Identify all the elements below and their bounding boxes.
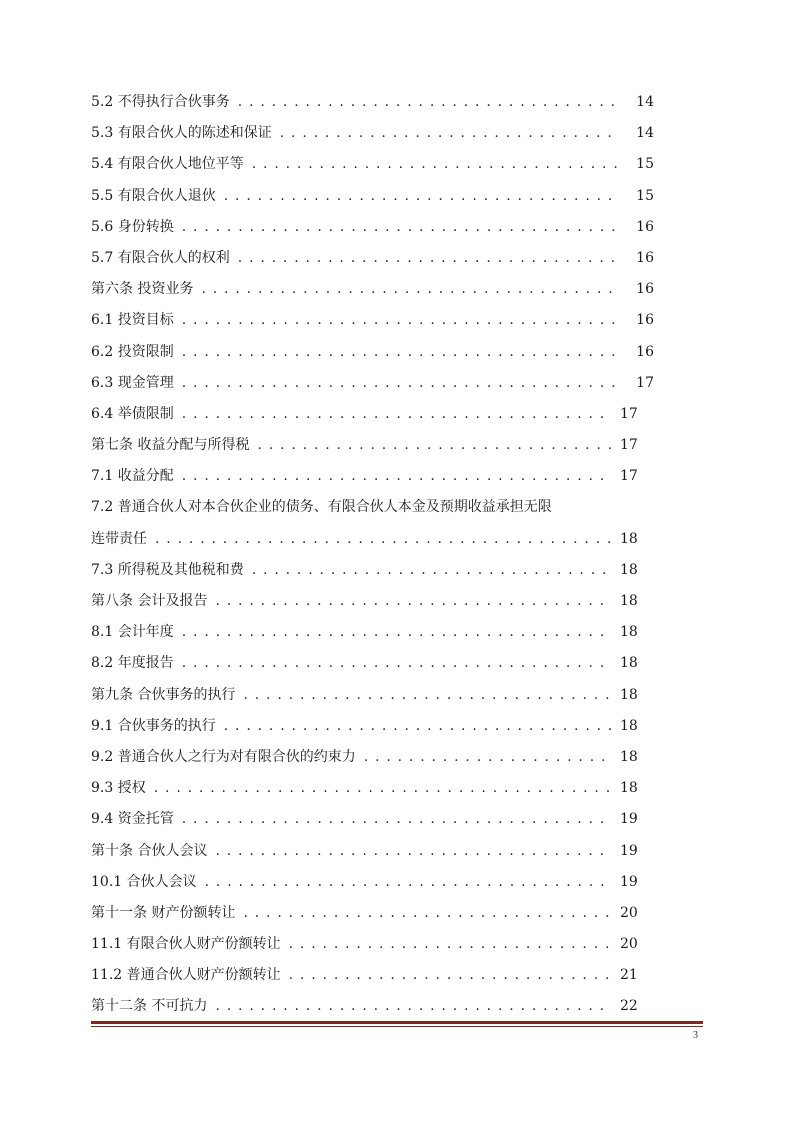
toc-entry-page: 20 — [620, 936, 638, 953]
toc-entry-title: 5.4 有限合伙人地位平等 — [91, 156, 244, 173]
dot-leader — [215, 836, 612, 867]
dot-leader — [243, 898, 612, 929]
toc-entry-6-2[interactable] — [91, 337, 654, 368]
toc-entry-article-11[interactable] — [91, 898, 654, 929]
toc-entry-page: 17 — [636, 374, 654, 391]
toc-entry-page: 17 — [620, 468, 638, 485]
toc-entry-title: 第十一条 财产份额转让 — [91, 904, 236, 921]
toc-entry-title: 6.3 现金管理 — [91, 374, 174, 391]
toc-entry-8-1[interactable] — [91, 617, 654, 648]
toc-entry-7-3[interactable] — [91, 555, 654, 586]
toc-entry-page: 18 — [620, 624, 638, 641]
toc-entry-title: 11.1 有限合伙人财产份额转让 — [91, 936, 281, 953]
dot-leader — [238, 87, 620, 118]
toc-entry-6-4[interactable] — [91, 399, 654, 430]
dot-leader — [243, 680, 612, 711]
dot-leader — [364, 742, 612, 773]
toc-entry-page: 19 — [620, 842, 638, 859]
dot-leader — [182, 461, 612, 492]
dot-leader — [154, 773, 612, 804]
toc-entry-9-3[interactable] — [91, 773, 654, 804]
toc-entry-title: 9.4 资金托管 — [91, 811, 174, 828]
toc-entry-page: 21 — [620, 967, 638, 984]
toc-entry-title: 9.1 合伙事务的执行 — [91, 717, 216, 734]
toc-entry-5-3[interactable] — [91, 118, 654, 149]
toc-entry-title: 第八条 会计及报告 — [91, 593, 208, 609]
toc-entry-title: 5.7 有限合伙人的权利 — [91, 249, 230, 266]
dot-leader — [252, 555, 612, 586]
toc-entry-page: 18 — [620, 717, 638, 734]
dot-leader — [280, 118, 620, 149]
table-of-contents — [91, 87, 654, 1023]
toc-entry-page: 17 — [620, 405, 638, 422]
footer-divider-thin — [91, 1026, 703, 1027]
toc-entry-page: 17 — [620, 437, 638, 454]
toc-entry-title: 第十条 合伙人会议 — [91, 842, 208, 859]
toc-entry-title: 8.2 年度报告 — [91, 655, 174, 672]
toc-entry-title: 11.2 普通合伙人财产份额转让 — [91, 967, 281, 984]
toc-entry-page: 18 — [620, 686, 638, 703]
toc-entry-8-2[interactable] — [91, 648, 654, 679]
toc-entry-page: 18 — [620, 780, 638, 797]
dot-leader — [224, 711, 612, 742]
dot-leader — [289, 960, 612, 991]
dot-leader — [182, 617, 612, 648]
toc-entry-6-1[interactable] — [91, 305, 654, 336]
toc-entry-page: 19 — [620, 873, 638, 890]
toc-entry-article-12[interactable] — [91, 991, 654, 1022]
toc-entry-5-2[interactable] — [91, 87, 654, 118]
toc-entry-page: 20 — [620, 904, 638, 921]
footer-divider-thick — [91, 1021, 703, 1024]
toc-entry-page: 18 — [620, 593, 638, 609]
toc-entry-page: 16 — [636, 218, 654, 235]
toc-entry-title: 5.3 有限合伙人的陈述和保证 — [91, 125, 272, 142]
toc-entry-title: 第九条 合伙事务的执行 — [91, 686, 236, 703]
dot-leader — [224, 181, 620, 212]
toc-entry-page: 18 — [620, 748, 638, 765]
toc-entry-title: 第六条 投资业务 — [91, 281, 194, 298]
toc-entry-5-4[interactable] — [91, 149, 654, 180]
toc-entry-page: 15 — [636, 187, 654, 204]
dot-leader — [182, 337, 620, 368]
toc-entry-page: 16 — [636, 281, 654, 298]
toc-entry-page: 19 — [620, 811, 638, 828]
toc-entry-page: 18 — [620, 561, 638, 578]
dot-leader — [252, 149, 620, 180]
toc-entry-title: 6.1 投资目标 — [91, 312, 174, 329]
toc-entry-page: 18 — [620, 530, 638, 547]
toc-entry-title: 5.2 不得执行合伙事务 — [91, 94, 230, 110]
dot-leader — [182, 212, 620, 243]
toc-entry-7-2[interactable] — [91, 492, 654, 523]
toc-entry-article-9[interactable] — [91, 680, 654, 711]
toc-entry-page: 15 — [636, 156, 654, 173]
toc-entry-page: 14 — [636, 125, 654, 142]
toc-entry-article-7[interactable] — [91, 430, 654, 461]
page-number: 3 — [693, 1030, 698, 1041]
dot-leader — [201, 274, 620, 305]
dot-leader — [215, 991, 612, 1022]
toc-entry-5-6[interactable] — [91, 212, 654, 243]
dot-leader — [289, 929, 612, 960]
toc-entry-9-2[interactable] — [91, 742, 654, 773]
footer-divider — [91, 1021, 703, 1027]
toc-entry-6-3[interactable] — [91, 368, 654, 399]
toc-entry-title: 10.1 合伙人会议 — [91, 873, 197, 890]
toc-entry-article-10[interactable] — [91, 836, 654, 867]
toc-entry-title: 5.6 身份转换 — [91, 218, 174, 235]
toc-entry-title: 5.5 有限合伙人退伙 — [91, 187, 216, 204]
toc-entry-page: 16 — [636, 343, 654, 360]
toc-entry-11-2[interactable] — [91, 960, 654, 991]
toc-entry-title: 8.1 会计年度 — [91, 624, 174, 641]
toc-entry-10-1[interactable] — [91, 867, 654, 898]
toc-entry-title: 6.2 投资限制 — [91, 343, 174, 360]
toc-entry-article-8[interactable] — [91, 586, 654, 617]
toc-entry-9-1[interactable] — [91, 711, 654, 742]
toc-entry-page: 16 — [636, 249, 654, 266]
dot-leader — [182, 305, 620, 336]
dot-leader — [257, 430, 612, 461]
toc-entry-article-6[interactable] — [91, 274, 654, 305]
toc-entry-title: 7.2 普通合伙人对本合伙企业的债务、有限合伙人本金及预期收益承担无限 — [91, 499, 552, 516]
toc-entry-title: 7.1 收益分配 — [91, 468, 174, 485]
toc-entry-title: 9.3 授权 — [91, 780, 146, 797]
dot-leader — [182, 368, 620, 399]
toc-entry-7-1[interactable] — [91, 461, 654, 492]
toc-entry-5-5[interactable] — [91, 181, 654, 212]
toc-entry-page: 14 — [636, 94, 654, 110]
dot-leader — [155, 524, 612, 555]
toc-entry-title: 第七条 收益分配与所得税 — [91, 437, 250, 454]
dot-leader — [205, 867, 612, 898]
toc-entry-9-4[interactable] — [91, 804, 654, 835]
dot-leader — [182, 804, 612, 835]
toc-entry-title: 第十二条 不可抗力 — [91, 998, 208, 1015]
toc-entry-page: 18 — [620, 655, 638, 672]
toc-entry-title: 连带责任 — [91, 530, 147, 547]
toc-entry-page: 16 — [636, 312, 654, 329]
toc-entry-page: 22 — [620, 998, 638, 1015]
toc-entry-5-7[interactable] — [91, 243, 654, 274]
dot-leader — [182, 399, 612, 430]
toc-entry-title: 6.4 举债限制 — [91, 405, 174, 422]
dot-leader — [238, 243, 620, 274]
toc-entry-title: 7.3 所得税及其他税和费 — [91, 561, 244, 578]
toc-entry-title: 9.2 普通合伙人之行为对有限合伙的约束力 — [91, 748, 356, 765]
toc-entry-7-2-continued[interactable] — [91, 524, 654, 555]
dot-leader — [182, 648, 612, 679]
toc-entry-11-1[interactable] — [91, 929, 654, 960]
dot-leader — [215, 586, 612, 617]
